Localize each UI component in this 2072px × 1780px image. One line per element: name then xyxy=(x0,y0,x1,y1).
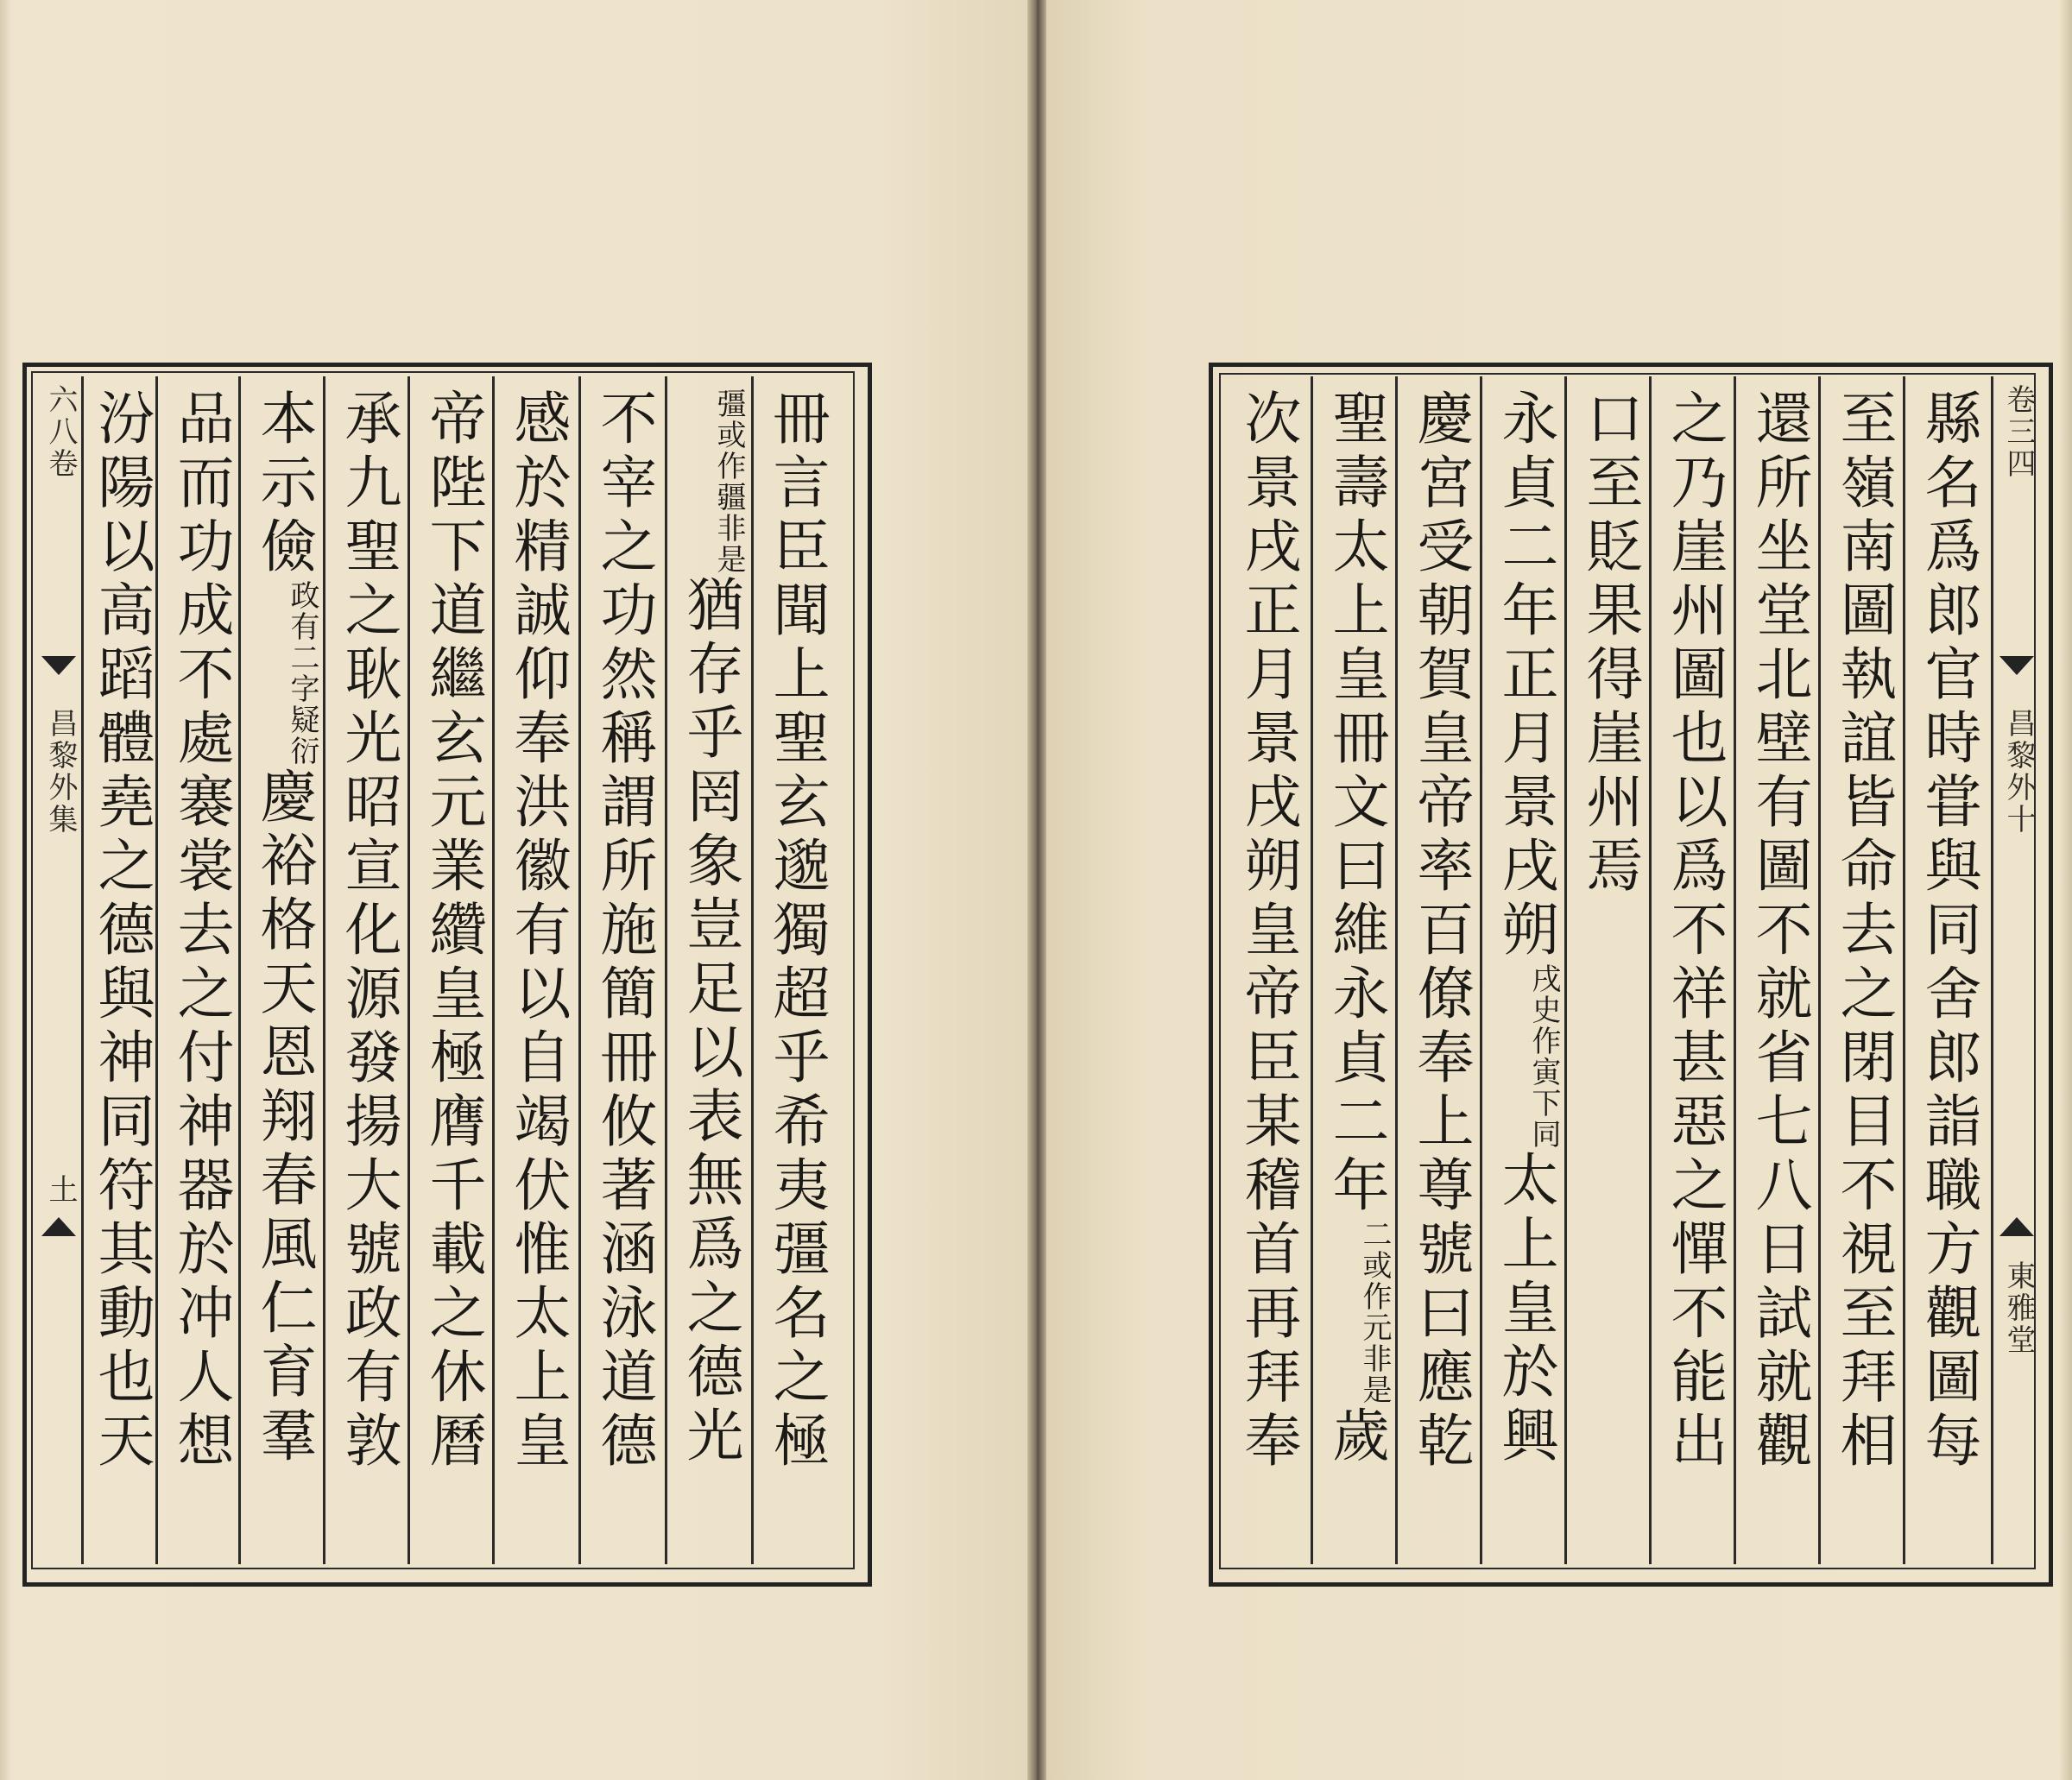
left-margin-book-title: 昌黎外集 xyxy=(43,708,78,836)
left-col-2-text: 猶存乎罔象豈足以表無爲之德光 xyxy=(677,575,743,1469)
left-col-6: 承九聖之耿光昭宣化源發揚大號政有敦 xyxy=(335,388,401,1474)
left-col-7-text-a: 本示儉 xyxy=(250,388,317,580)
right-fishtail-top xyxy=(1999,656,2034,675)
right-col-6-text-a: 永貞二年正月景戌朔 xyxy=(1492,388,1558,963)
right-col-9: 次景戌正月景戌朔皇帝臣某稽首再拜奉 xyxy=(1235,388,1301,1474)
col-rule xyxy=(1311,376,1313,1564)
col-rule xyxy=(665,376,667,1564)
col-rule xyxy=(1818,376,1821,1564)
annotation-left: 字疑衍 xyxy=(285,673,319,767)
right-col-5: 口至貶果得崖州焉 xyxy=(1576,388,1643,899)
left-col-9: 汾陽以高蹈體堯之德與神同符其動也天 xyxy=(88,388,155,1474)
col-rule xyxy=(1649,376,1652,1564)
right-col-6-text-b: 太上皇於興 xyxy=(1492,1150,1558,1469)
col-rule xyxy=(751,376,754,1564)
left-banxin-rule xyxy=(81,376,84,1564)
right-col-8-annotation xyxy=(1357,1219,1392,1405)
annotation-left: 疆非是 xyxy=(711,482,746,575)
left-col-7-annotation xyxy=(285,580,319,767)
right-col-8-text-b: 歲 xyxy=(1323,1405,1389,1469)
right-col-2: 至嶺南圖執誼皆命去之閉目不視至拜相 xyxy=(1830,388,1897,1474)
left-fishtail-top xyxy=(41,656,76,675)
col-rule xyxy=(1734,376,1736,1564)
right-col-8-text-a: 聖壽太上皇冊文曰維永貞二年 xyxy=(1323,388,1389,1219)
col-rule xyxy=(238,376,241,1564)
col-rule xyxy=(1564,376,1567,1564)
left-margin-title: 六八卷 xyxy=(43,384,78,480)
col-rule xyxy=(492,376,495,1564)
right-col-6-annotation xyxy=(1526,963,1561,1150)
annotation-right: 戌史作 xyxy=(1526,963,1561,1057)
col-rule xyxy=(1395,376,1398,1564)
right-col-1: 縣名爲郎官時甞與同舍郎詣職方觀圖每 xyxy=(1915,388,1981,1474)
left-col-7 xyxy=(247,388,319,1562)
annotation-right: 彊或作 xyxy=(711,388,746,482)
left-margin-folio: 土 xyxy=(43,1174,78,1206)
left-col-4: 感於精誠仰奉洪徽有以自竭伏惟太上皇 xyxy=(504,388,571,1474)
right-col-6 xyxy=(1488,388,1561,1562)
right-col-8 xyxy=(1319,388,1392,1562)
annotation-left: 寅下同 xyxy=(1526,1057,1561,1150)
left-col-2-annotation xyxy=(711,388,746,575)
col-rule xyxy=(323,376,325,1564)
col-rule xyxy=(1480,376,1482,1564)
book-gutter xyxy=(1027,0,1046,1780)
right-page-edge xyxy=(2060,0,2072,1780)
col-rule xyxy=(407,376,410,1564)
right-fishtail-bottom xyxy=(1999,1217,2034,1236)
right-margin-book-title: 昌黎外十 xyxy=(2001,708,2036,836)
right-banxin-rule xyxy=(1991,376,1993,1564)
left-col-1: 冊言臣聞上聖玄邈獨超乎希夷彊名之極 xyxy=(763,388,830,1474)
annotation-left: 元非是 xyxy=(1357,1312,1392,1405)
right-margin-title: 卷三四 xyxy=(2001,384,2036,480)
left-col-3: 不宰之功然稱謂所施簡冊攸著涵泳道德 xyxy=(591,388,657,1474)
left-col-5: 帝陛下道繼玄元業纘皇極膺千載之休曆 xyxy=(420,388,486,1474)
left-fishtail-bottom xyxy=(41,1217,76,1236)
left-col-8: 品而功成不處褰裳去之付神器於冲人想 xyxy=(167,388,234,1474)
annotation-right: 二或作 xyxy=(1357,1219,1392,1312)
col-rule xyxy=(1903,376,1905,1564)
right-col-3: 還所坐堂北壁有圖不就省七八日試就觀 xyxy=(1746,388,1812,1474)
col-rule xyxy=(578,376,581,1564)
left-col-2 xyxy=(673,388,746,1562)
left-col-7-text-b: 慶裕格天恩翔春風仁育羣 xyxy=(250,767,317,1469)
left-page-edge xyxy=(0,0,12,1780)
right-margin-publisher: 東雅堂 xyxy=(2001,1260,2036,1356)
right-col-4: 之乃崖州圖也以爲不祥甚惡之憚不能出 xyxy=(1661,388,1728,1474)
annotation-right: 政有二 xyxy=(285,580,319,673)
right-col-7: 慶宮受朝賀皇帝率百僚奉上尊號曰應乾 xyxy=(1407,388,1474,1474)
